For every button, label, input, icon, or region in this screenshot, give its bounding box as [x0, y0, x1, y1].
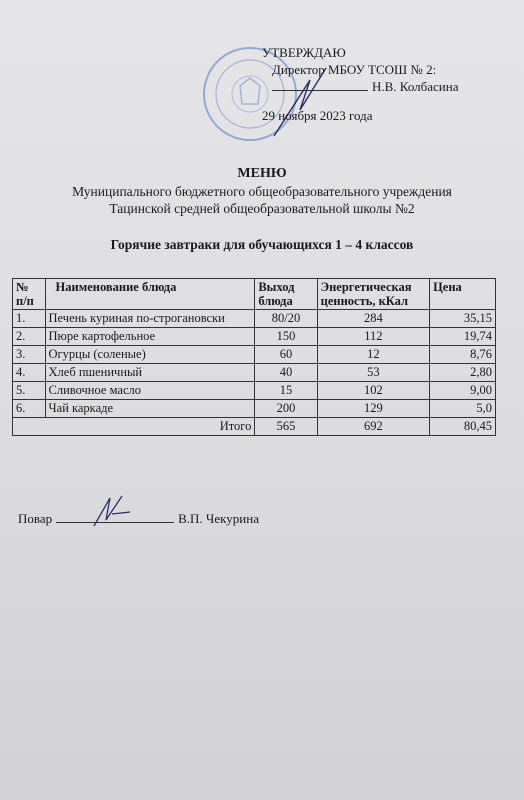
- cell-num: 4.: [13, 364, 46, 382]
- header-name: Наименование блюда: [45, 279, 255, 310]
- cell-energy: 53: [317, 364, 429, 382]
- cell-output: 40: [255, 364, 317, 382]
- header-energy: Энергетическая ценность, кКал: [317, 279, 429, 310]
- cook-signature-block: [18, 511, 259, 527]
- cell-output: 60: [255, 346, 317, 364]
- table-total-row: [13, 418, 496, 436]
- total-energy: 692: [317, 418, 429, 436]
- cell-name: Сливочное масло: [45, 382, 255, 400]
- cell-price: 5,0: [430, 400, 496, 418]
- cell-output: 150: [255, 328, 317, 346]
- header-output: Выход блюда: [255, 279, 317, 310]
- cell-num: 6.: [13, 400, 46, 418]
- table-header-row: [13, 279, 496, 310]
- cell-output: 80/20: [255, 310, 317, 328]
- cook-name: В.П. Чекурина: [178, 511, 259, 526]
- approval-date: 29 ноября 2023 года: [262, 108, 373, 123]
- cell-name: Чай каркаде: [45, 400, 255, 418]
- cell-name: Пюре картофельное: [45, 328, 255, 346]
- cell-energy: 129: [317, 400, 429, 418]
- header-num: № п/п: [13, 279, 46, 310]
- director-name: Н.В. Колбасина: [372, 79, 459, 94]
- cell-num: 1.: [13, 310, 46, 328]
- table-row: [13, 382, 496, 400]
- approval-title: УТВЕРЖДАЮ: [262, 45, 346, 60]
- total-label: Итого: [13, 418, 255, 436]
- table-row: [13, 346, 496, 364]
- document-title: МЕНЮ: [237, 166, 287, 181]
- total-price: 80,45: [430, 418, 496, 436]
- cell-price: 19,74: [430, 328, 496, 346]
- cell-energy: 284: [317, 310, 429, 328]
- org-line-2: Тацинской средней общеобразовательной школы №2: [109, 201, 415, 216]
- table-row: [13, 310, 496, 328]
- cell-num: 2.: [13, 328, 46, 346]
- cell-num: 5.: [13, 382, 46, 400]
- cell-num: 3.: [13, 346, 46, 364]
- cell-name: Печень куриная по-строгановски: [45, 310, 255, 328]
- approval-block: [262, 44, 512, 124]
- cell-name: Огурцы (соленые): [45, 346, 255, 364]
- cell-name: Хлеб пшеничный: [45, 364, 255, 382]
- header-price: Цена: [430, 279, 496, 310]
- cell-price: 9,00: [430, 382, 496, 400]
- signature-line: [272, 90, 368, 91]
- table-row: [13, 328, 496, 346]
- table-row: [13, 400, 496, 418]
- approval-name-line: [262, 78, 512, 95]
- cook-role: Повар: [18, 511, 53, 526]
- menu-heading: Горячие завтраки для обучающихся 1 – 4 классов: [110, 237, 414, 252]
- cell-energy: 102: [317, 382, 429, 400]
- menu-table: [12, 278, 496, 436]
- approval-position: Директор МБОУ ТСОШ № 2:: [272, 62, 437, 77]
- org-line-1: Муниципального бюджетного общеобразовательного учреждения: [72, 184, 452, 199]
- cell-price: 2,80: [430, 364, 496, 382]
- cook-signature-line: [56, 522, 174, 523]
- cell-price: 35,15: [430, 310, 496, 328]
- total-output: 565: [255, 418, 317, 436]
- cell-energy: 12: [317, 346, 429, 364]
- cell-output: 200: [255, 400, 317, 418]
- cell-energy: 112: [317, 328, 429, 346]
- cell-output: 15: [255, 382, 317, 400]
- table-row: [13, 364, 496, 382]
- cell-price: 8,76: [430, 346, 496, 364]
